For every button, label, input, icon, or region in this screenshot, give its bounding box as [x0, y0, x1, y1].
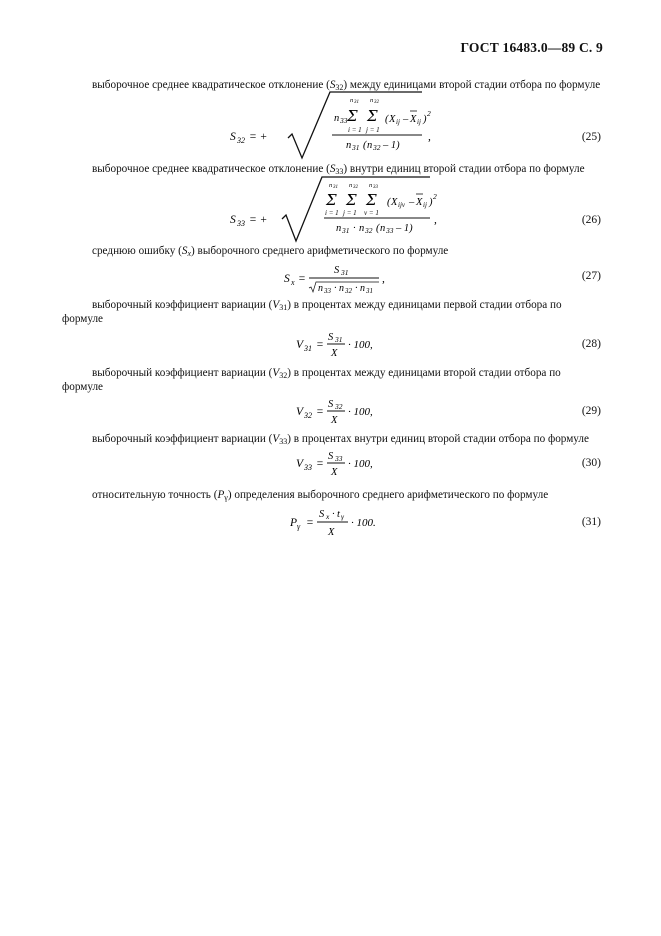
svg-text:· 100,: · 100, [348, 339, 373, 351]
svg-text:·: · [355, 283, 358, 294]
svg-text:i = 1: i = 1 [325, 209, 339, 217]
svg-text:(: ( [385, 114, 389, 125]
equation-number-31: (31) [581, 516, 601, 528]
svg-text:32: 32 [345, 287, 352, 295]
equation-29 [296, 397, 416, 427]
svg-text:n: n [370, 97, 374, 104]
equation-31-svg [290, 506, 420, 540]
svg-text:n: n [360, 283, 365, 294]
svg-text:γ: γ [297, 522, 301, 531]
svg-text:· 100.: · 100. [351, 517, 376, 529]
svg-text:(: ( [376, 223, 380, 234]
svg-text:ij: ij [396, 118, 400, 126]
svg-text:Σ: Σ [366, 191, 377, 209]
svg-text:–: – [403, 114, 409, 125]
svg-text:n: n [350, 97, 354, 104]
svg-text:S: S [328, 332, 334, 343]
equation-number-26: (26) [581, 214, 601, 226]
equation-28 [296, 330, 416, 360]
svg-text:S: S [230, 214, 236, 226]
svg-text:·: · [353, 223, 356, 234]
svg-text:32: 32 [335, 402, 343, 411]
svg-text:X: X [410, 114, 417, 125]
svg-text:Σ: Σ [326, 191, 337, 209]
svg-text:2: 2 [427, 109, 431, 118]
svg-text:j = 1: j = 1 [343, 209, 357, 217]
svg-text:t: t [337, 509, 340, 520]
svg-text:X: X [416, 197, 423, 208]
paragraph-s33-intro: выборочное среднее квадратическое отклонение $(S_{33})$ внутри единиц второй стадии отбора по формуле [92, 163, 585, 176]
svg-text:Σ: Σ [346, 191, 357, 209]
svg-text:33: 33 [237, 219, 245, 228]
svg-text:32: 32 [374, 100, 379, 105]
svg-text:,: , [434, 214, 437, 226]
svg-text:32: 32 [304, 411, 312, 420]
equation-number-25: (25) [581, 131, 601, 143]
equation-25-svg [230, 90, 460, 162]
equation-number-30: (30) [581, 457, 601, 469]
svg-text:=: = [316, 406, 324, 418]
svg-text:33: 33 [373, 185, 378, 190]
svg-text:X: X [391, 197, 398, 208]
svg-text:): ) [429, 197, 433, 208]
svg-text:n: n [367, 140, 373, 151]
equation-26 [230, 175, 470, 245]
svg-text:33: 33 [324, 287, 331, 295]
svg-text:x: x [291, 278, 295, 287]
equation-27 [284, 262, 424, 296]
svg-text:n: n [359, 223, 365, 234]
equation-31 [290, 506, 420, 540]
svg-text:33: 33 [386, 226, 394, 235]
svg-text:,: , [428, 131, 431, 143]
svg-text:= +: = + [249, 214, 268, 226]
svg-text:γ: γ [341, 512, 344, 521]
paragraph-sx-intro: среднюю ошибку $(S_x)$ выборочного среднего арифметического по формуле [92, 245, 449, 258]
svg-text:32: 32 [365, 226, 373, 235]
svg-text:33: 33 [304, 463, 312, 472]
svg-text:ν = 1: ν = 1 [364, 209, 379, 217]
svg-text:·: · [334, 283, 337, 294]
svg-text:31: 31 [342, 226, 350, 235]
svg-text:V: V [296, 406, 304, 418]
svg-text:=: = [316, 458, 324, 470]
svg-text:(: ( [387, 197, 391, 208]
svg-text:=: = [298, 273, 306, 285]
svg-text:n: n [334, 113, 340, 124]
svg-text:X: X [331, 415, 338, 426]
equation-number-29: (29) [581, 405, 601, 417]
svg-text:=: = [316, 339, 324, 351]
svg-text:32: 32 [373, 143, 381, 152]
svg-text:31: 31 [341, 268, 349, 277]
svg-text:31: 31 [352, 143, 360, 152]
svg-text:i = 1: i = 1 [348, 126, 362, 134]
svg-text:ij: ij [417, 118, 421, 126]
svg-text:S: S [284, 273, 290, 285]
svg-text:n: n [380, 223, 386, 234]
svg-text:S: S [230, 131, 236, 143]
svg-text:ijν: ijν [398, 201, 405, 209]
page-header: ГОСТ 16483.0—89 С. 9 [460, 40, 603, 55]
svg-text:): ) [423, 114, 427, 125]
svg-text:S: S [319, 509, 325, 520]
svg-text:33: 33 [340, 116, 348, 125]
svg-text:33: 33 [335, 454, 343, 463]
svg-text:32: 32 [237, 136, 245, 145]
svg-text:(: ( [363, 140, 367, 151]
svg-text:32: 32 [353, 185, 358, 190]
svg-text:Σ: Σ [367, 107, 378, 125]
svg-text:·: · [332, 509, 335, 520]
equation-number-28: (28) [581, 338, 601, 350]
svg-text:n: n [318, 283, 323, 294]
svg-text:n: n [346, 140, 352, 151]
equation-30 [296, 449, 416, 479]
svg-text:n: n [336, 223, 342, 234]
svg-text:X: X [331, 348, 338, 359]
svg-text:n: n [349, 182, 353, 189]
paragraph-v31-intro-a: выборочный коэффициент вариации $(V_{31})$ в процентах между единицами первой стадии отбора по [92, 299, 562, 312]
paragraph-s32-intro: выборочное среднее квадратическое отклонение $(S_{32})$ между единицами второй стадии отбора по формуле [92, 79, 601, 92]
svg-text:S: S [328, 451, 334, 462]
svg-text:X: X [331, 467, 338, 478]
svg-text:j = 1: j = 1 [366, 126, 380, 134]
svg-text:2: 2 [433, 192, 437, 201]
svg-text:= +: = + [249, 131, 268, 143]
svg-text:– 1): – 1) [383, 140, 400, 151]
equation-26-svg [230, 175, 470, 245]
svg-text:V: V [296, 458, 304, 470]
paragraph-p-gamma-intro: относительную точность $(P_\gamma)$ определения выборочного среднего арифметического по формуле [92, 489, 549, 502]
svg-text:31: 31 [335, 335, 343, 344]
svg-text:· 100,: · 100, [348, 406, 373, 418]
equation-30-svg [296, 449, 416, 479]
equation-27-svg [284, 262, 424, 296]
svg-text:X: X [389, 114, 396, 125]
svg-text:ij: ij [423, 201, 427, 209]
svg-text:S: S [328, 399, 334, 410]
equation-28-svg [296, 330, 416, 360]
svg-text:V: V [296, 339, 304, 351]
equation-25 [230, 90, 460, 160]
svg-text:–: – [409, 197, 415, 208]
svg-text:– 1): – 1) [396, 223, 413, 234]
svg-text:S: S [334, 265, 340, 276]
svg-text:n: n [329, 182, 333, 189]
svg-text:X: X [328, 527, 335, 538]
svg-text:31: 31 [333, 185, 338, 190]
svg-text:31: 31 [354, 100, 359, 105]
svg-text:Σ: Σ [347, 107, 358, 125]
svg-text:x: x [326, 512, 330, 521]
paragraph-v32-intro-b: формуле [62, 381, 103, 393]
svg-text:31: 31 [304, 344, 312, 353]
svg-text:n: n [369, 182, 373, 189]
equation-number-27: (27) [581, 270, 601, 282]
svg-text:31: 31 [366, 287, 373, 295]
svg-text:,: , [382, 273, 385, 285]
equation-29-svg [296, 397, 416, 427]
svg-text:=: = [306, 517, 314, 529]
svg-text:· 100,: · 100, [348, 458, 373, 470]
paragraph-v31-intro-b: формуле [62, 313, 103, 325]
svg-text:P: P [290, 517, 298, 529]
paragraph-v33-intro: выборочный коэффициент вариации $(V_{33})$ в процентах внутри единиц второй стадии отбора по формуле [92, 433, 589, 446]
svg-text:n: n [339, 283, 344, 294]
paragraph-v32-intro-a: выборочный коэффициент вариации $(V_{32})$ в процентах между единицами второй стадии отбора по [92, 367, 561, 380]
